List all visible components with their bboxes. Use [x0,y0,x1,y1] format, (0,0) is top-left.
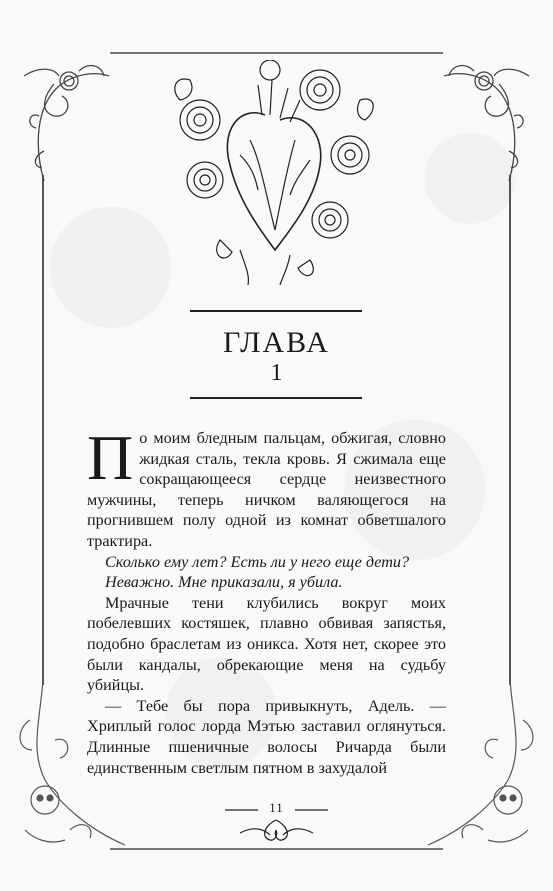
frame-bottom-border [110,848,443,850]
page-number: 11 [269,800,284,815]
paragraph-1 [87,422,446,552]
paragraph-2: Сколько ему лет? Есть ли у него еще дети? [105,552,410,571]
anatomical-heart-with-roses-icon [170,60,380,285]
paragraph-3: Неважно. Мне приказали, я убила. [105,573,343,592]
rose-icon [180,60,369,238]
chapter-body [87,422,446,778]
chapter-rule-bottom [190,397,362,399]
drop-cap: П [87,422,134,493]
chapter-number: 1 [270,360,283,386]
frame-left-border [42,175,44,685]
chapter-rule-top [190,310,362,312]
paragraph-5: — Тебе бы пора привыкнуть, Адель. — Хриплый голос лорда Мэтью заставил оглянуться. Длинные пшеничные волосы Ричарда были единственным светлым пятном в захудалой [87,696,446,777]
paragraph-text: о моим бледным пальцам, обжигая, словно жидкая сталь, текла кровь. Я сжимала еще сокращающееся сердце неизвестного мужчины, теперь ничком валяющегося на прогнившем полу одной из комнат обветшалого трактира. [87,429,446,550]
frame-top-border [110,52,443,54]
chapter-title: ГЛАВА [223,326,330,359]
paragraph-4: Мрачные тени клубились вокруг моих побелевших костяшек, плавно обвивая запястья, подобно браслетам из оникса. Хотя нет, скорее это были кандалы, обрекающие меня на судьбу убийцы. [87,593,446,695]
frame-right-border [509,175,511,685]
corner-ornament-top-right-icon [439,56,539,186]
corner-ornament-top-left-icon [14,56,114,186]
